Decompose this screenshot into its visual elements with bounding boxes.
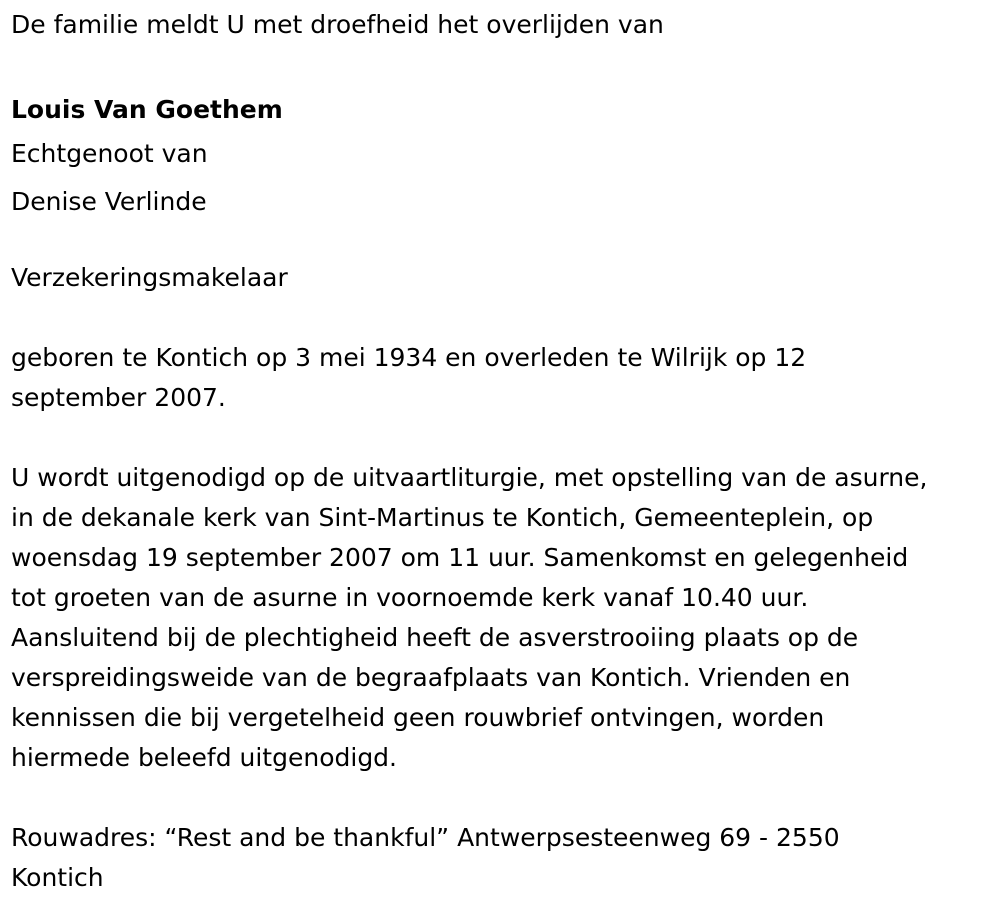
spouse-name: Denise Verlinde — [11, 187, 207, 216]
spacer — [11, 418, 990, 458]
relation-text: Echtgenoot van — [11, 139, 208, 168]
spacer — [11, 778, 990, 818]
spacer — [11, 226, 990, 258]
address-line: Rouwadres: “Rest and be thankful” Antwerpsesteenweg 69 - 2550 — [11, 823, 840, 852]
spacer — [11, 45, 990, 85]
address-paragraph — [11, 818, 990, 898]
invitation-line: woensdag 19 september 2007 om 11 uur. Samenkomst en gelegenheid — [11, 543, 909, 572]
invitation-line: tot groeten van de asurne in voornoemde kerk vanaf 10.40 uur. — [11, 583, 809, 612]
spacer — [11, 298, 990, 338]
invitation-line: hiermede beleefd uitgenodigd. — [11, 743, 397, 772]
profession-text: Verzekeringsmakelaar — [11, 263, 288, 292]
address-line: Kontich — [11, 863, 104, 892]
invitation-line: in de dekanale kerk van Sint-Martinus te Kontich, Gemeenteplein, op — [11, 503, 874, 532]
invitation-line: U wordt uitgenodigd op de uitvaartliturgie, met opstelling van de asurne, — [11, 463, 928, 492]
birth-death-line: september 2007. — [11, 383, 226, 412]
deceased-name: Louis Van Goethem — [11, 95, 283, 124]
intro-text: De familie meldt U met droefheid het overlijden van — [11, 10, 664, 39]
invitation-line: kennissen die bij vergetelheid geen rouwbrief ontvingen, worden — [11, 703, 825, 732]
invitation-paragraph — [11, 458, 990, 778]
invitation-line: verspreidingsweide van de begraafplaats van Kontich. Vrienden en — [11, 663, 851, 692]
birth-death-paragraph — [11, 338, 990, 418]
invitation-line: Aansluitend bij de plechtigheid heeft de asverstrooiing plaats op de — [11, 623, 859, 652]
birth-death-line: geboren te Kontich op 3 mei 1934 en overleden te Wilrijk op 12 — [11, 343, 807, 372]
